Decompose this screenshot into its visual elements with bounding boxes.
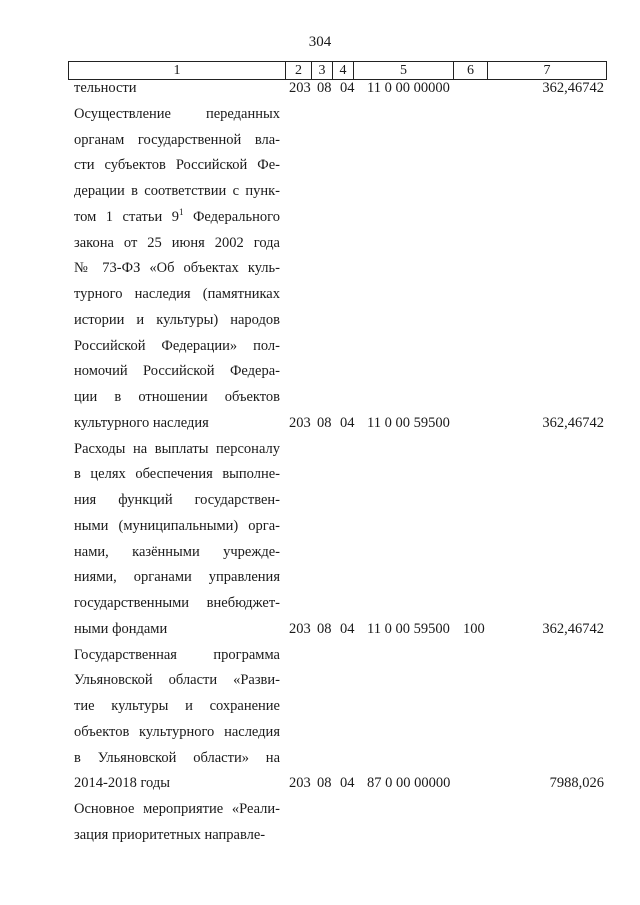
- row-description-line: ния функций государствен-: [74, 492, 280, 508]
- row-description-line: нами, казёнными учрежде-: [74, 543, 280, 560]
- row-cell-col4: 04: [340, 775, 355, 792]
- row-description-line: номочий Российской Федера-: [74, 363, 280, 380]
- row-description-line: культурного наследия: [74, 414, 209, 431]
- row-cell-col7: 7988,026: [549, 775, 604, 792]
- row-cell-col5: 11 0 00 59500: [367, 414, 450, 431]
- row-description-line: тие культуры и сохранение: [74, 698, 280, 714]
- row-cell-col5: 11 0 00 00000: [367, 80, 450, 96]
- row-cell-col2: 203: [289, 414, 311, 431]
- row-description-line: органам государственной вла-: [74, 131, 280, 148]
- row-cell-col3: 08: [317, 775, 332, 792]
- page-number: 304: [308, 34, 332, 50]
- row-description-line: Ульяновской области «Разви-: [74, 672, 280, 689]
- header-col-7: 7: [488, 62, 607, 80]
- row-description-line: сти субъектов Российской Фе-: [74, 157, 280, 174]
- row-description-line: Российской Федерации» пол-: [74, 337, 280, 354]
- row-description-line: в целях обеспечения выполне-: [74, 466, 280, 483]
- row-description-line: в Ульяновской области» на: [74, 749, 280, 766]
- header-col-5: 5: [354, 62, 454, 80]
- row-description-line: № 73-ФЗ «Об объектах куль-: [74, 260, 280, 277]
- row-description-line: ции в отношении объектов: [74, 389, 280, 405]
- header-col-4: 4: [333, 62, 354, 80]
- row-description-line: тельности: [74, 80, 137, 96]
- row-cell-col2: 203: [289, 620, 311, 637]
- row-cell-col7: 362,46742: [542, 80, 604, 96]
- row-cell-col3: 08: [317, 620, 332, 637]
- header-col-2: 2: [286, 62, 312, 80]
- row-cell-col2: 203: [289, 775, 311, 792]
- row-description-line: 2014-2018 годы: [74, 775, 170, 792]
- row-description-line: Осуществление переданных: [74, 105, 280, 122]
- row-cell-col4: 04: [340, 80, 355, 96]
- row-description-line: зация приоритетных направле-: [74, 826, 266, 843]
- row-description-line: истории и культуры) народов: [74, 311, 280, 328]
- row-cell-col5: 11 0 00 59500: [367, 620, 450, 637]
- row-description-line: закона от 25 июня 2002 года: [74, 234, 280, 251]
- row-description-line: Государственная программа: [74, 646, 280, 663]
- header-col-1: 1: [69, 62, 286, 80]
- row-description-line: дерации в соответствии с пунк-: [74, 183, 280, 199]
- header-col-6: 6: [454, 62, 488, 80]
- row-description-line: ными (муниципальными) орга-: [74, 517, 280, 534]
- row-cell-col6: 100: [463, 620, 485, 637]
- row-cell-col3: 08: [317, 414, 332, 431]
- row-cell-col4: 04: [340, 620, 355, 637]
- header-col-3: 3: [312, 62, 333, 80]
- row-cell-col7: 362,46742: [542, 620, 604, 637]
- row-cell-col7: 362,46742: [542, 414, 604, 431]
- row-description-line: том 1 статьи $9^1$ Федерального: [74, 206, 280, 225]
- row-description-line: государственными внебюджет-: [74, 595, 280, 611]
- row-cell-col3: 08: [317, 80, 332, 96]
- row-description-line: ными фондами: [74, 620, 168, 637]
- row-cell-col5: 87 0 00 00000: [367, 775, 451, 792]
- row-description-line: ниями, органами управления: [74, 569, 280, 586]
- row-cell-col2: 203: [289, 80, 311, 96]
- row-description-line: Расходы на выплаты персоналу: [74, 440, 280, 457]
- row-description-line: турного наследия (памятниках: [74, 286, 280, 302]
- row-cell-col4: 04: [340, 414, 355, 431]
- row-description-line: объектов культурного наследия: [74, 723, 280, 740]
- row-description-line: Основное мероприятие «Реали-: [74, 801, 280, 817]
